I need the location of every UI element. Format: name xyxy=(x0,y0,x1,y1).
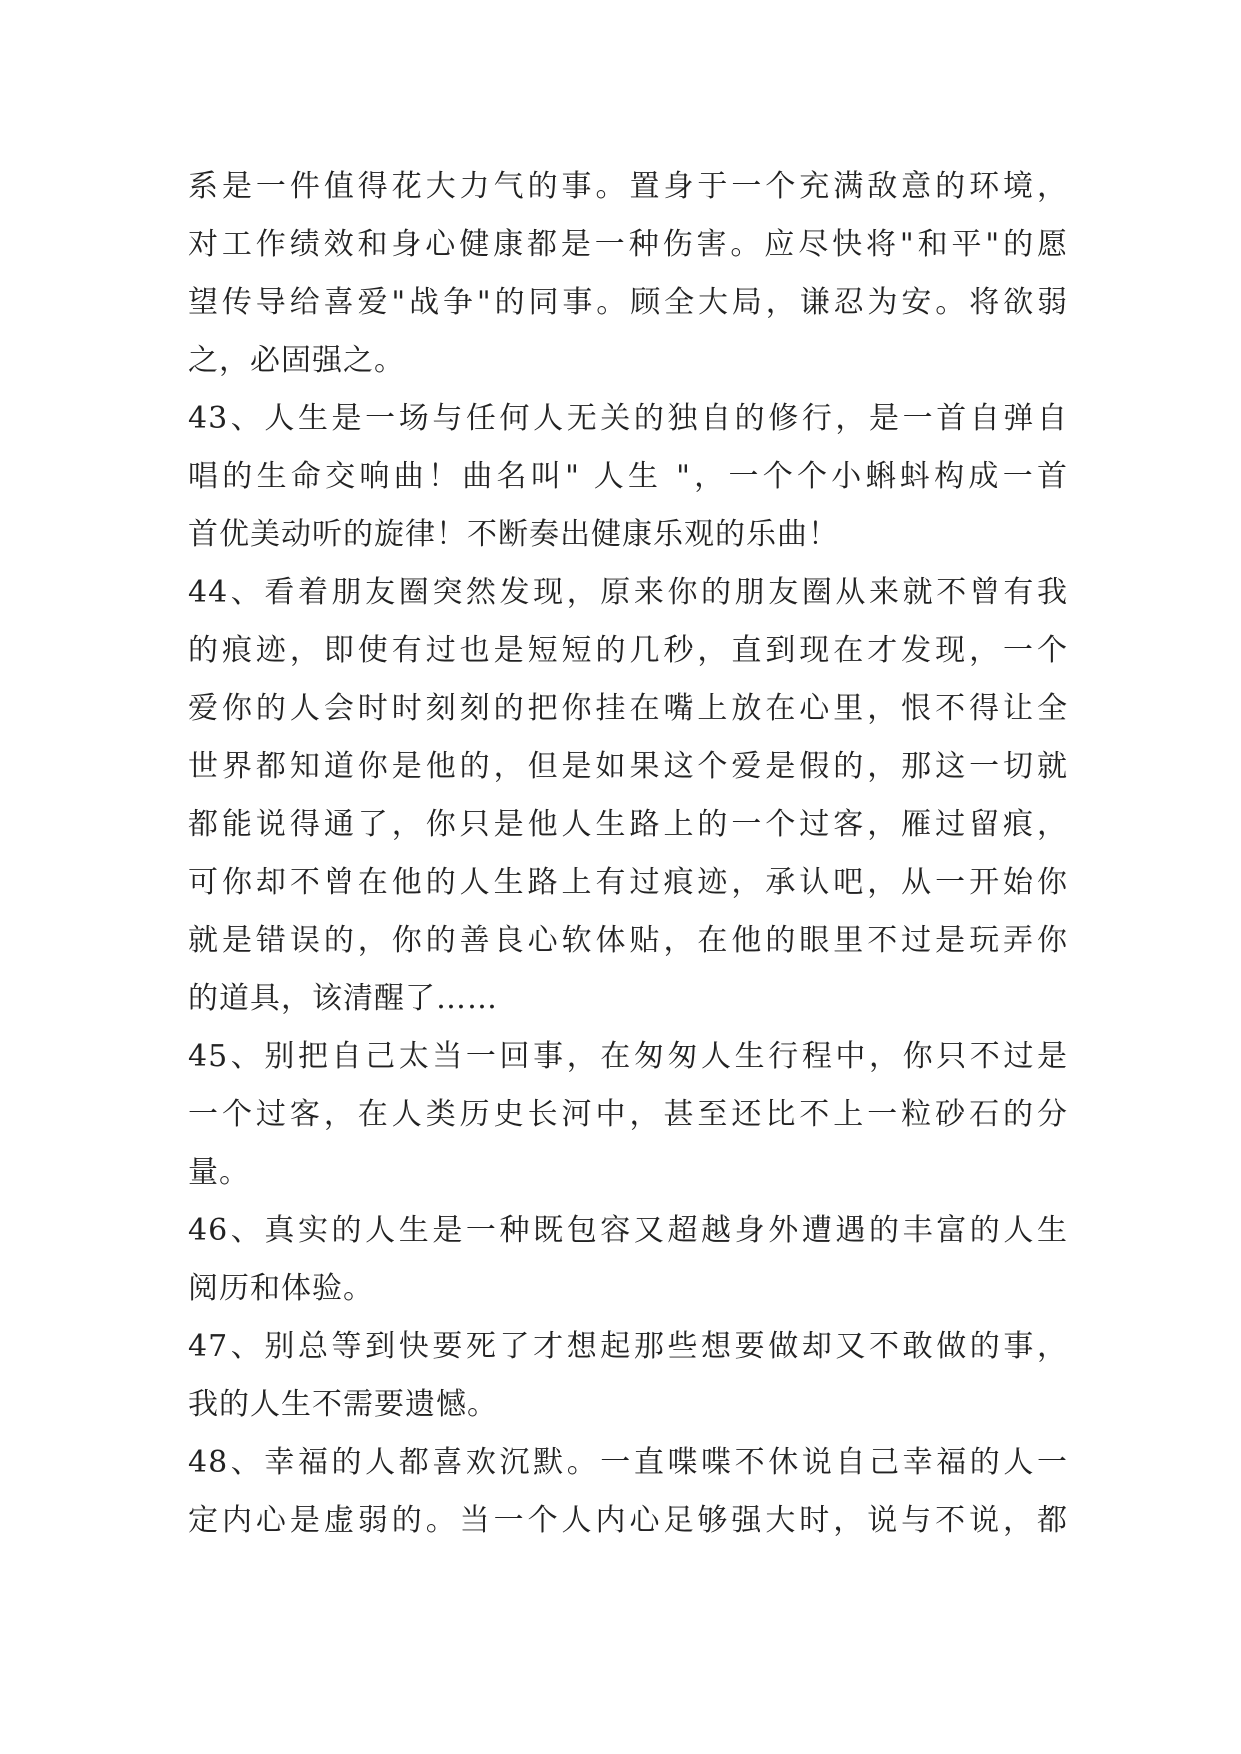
text-line: 系是一件值得花大力气的事。置身于一个充满敌意的环境， xyxy=(188,169,1068,204)
text-line: 45、别把自己太当一回事，在匆匆人生行程中，你只不过是 xyxy=(188,1039,1068,1074)
text-line: 定内心是虚弱的。当一个人内心足够强大时，说与不说，都 xyxy=(188,1503,1068,1538)
text-line: 44、看着朋友圈突然发现，原来你的朋友圈从来就不曾有我 xyxy=(188,575,1068,610)
text-line: 爱你的人会时时刻刻的把你挂在嘴上放在心里，恨不得让全 xyxy=(188,691,1068,726)
text-line: 的道具，该清醒了…… xyxy=(188,981,498,1016)
text-line: 量。 xyxy=(188,1155,250,1190)
text-line: 首优美动听的旋律！不断奏出健康乐观的乐曲！ xyxy=(188,517,839,552)
text-line: 的痕迹，即使有过也是短短的几秒，直到现在才发现，一个 xyxy=(188,633,1068,668)
text-line: 望传导给喜爱"战争"的同事。顾全大局，谦忍为安。将欲弱 xyxy=(188,285,1068,320)
text-line: 对工作绩效和身心健康都是一种伤害。应尽快将"和平"的愿 xyxy=(188,227,1068,262)
text-line: 48、幸福的人都喜欢沉默。一直喋喋不休说自己幸福的人一 xyxy=(188,1445,1068,1480)
body-text xyxy=(188,158,1068,1550)
text-line: 47、别总等到快要死了才想起那些想要做却又不敢做的事， xyxy=(188,1329,1068,1364)
text-line: 可你却不曾在他的人生路上有过痕迹，承认吧，从一开始你 xyxy=(188,865,1068,900)
text-line: 阅历和体验。 xyxy=(188,1271,374,1306)
text-line: 之，必固强之。 xyxy=(188,343,405,378)
text-line: 我的人生不需要遗憾。 xyxy=(188,1387,498,1422)
text-line: 43、人生是一场与任何人无关的独自的修行，是一首自弹自 xyxy=(188,401,1068,436)
text-line: 46、真实的人生是一种既包容又超越身外遭遇的丰富的人生 xyxy=(188,1213,1068,1248)
text-line: 一个过客，在人类历史长河中，甚至还比不上一粒砂石的分 xyxy=(188,1097,1068,1132)
text-line: 就是错误的，你的善良心软体贴，在他的眼里不过是玩弄你 xyxy=(188,923,1068,958)
text-line: 唱的生命交响曲！曲名叫" 人生 "，一个个小蝌蚪构成一首 xyxy=(188,459,1068,494)
text-line: 世界都知道你是他的，但是如果这个爱是假的，那这一切就 xyxy=(188,749,1068,784)
text-line: 都能说得通了，你只是他人生路上的一个过客，雁过留痕， xyxy=(188,807,1068,842)
